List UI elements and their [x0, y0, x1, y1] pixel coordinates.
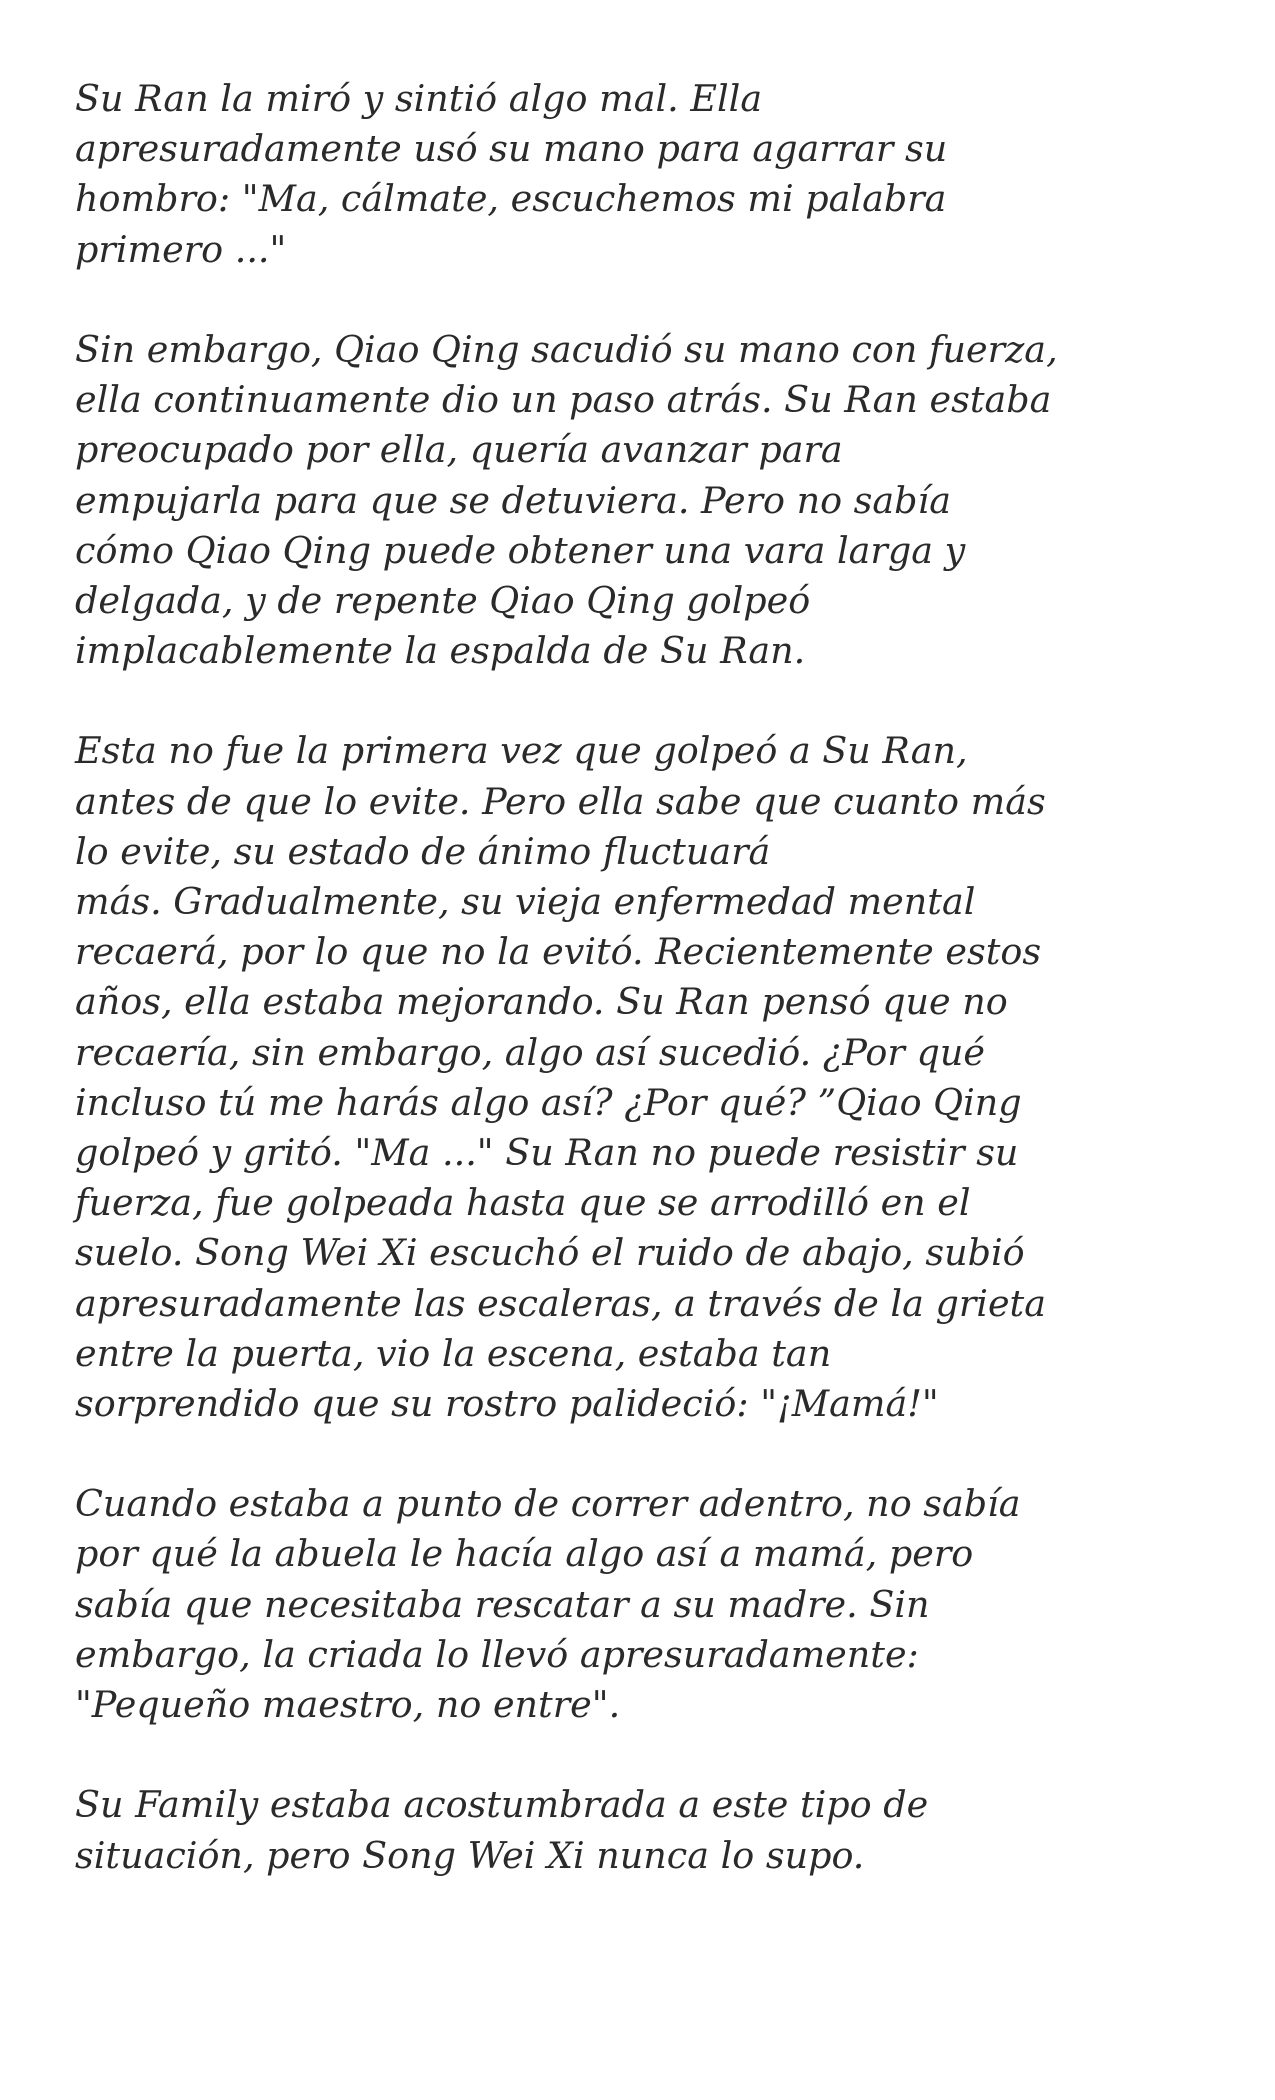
- text-line: Su Family estaba acostumbrada a este tipo de: [75, 1783, 929, 1827]
- text-line: Su Ran la miró y sintió algo mal. Ella: [75, 77, 763, 120]
- text-line: suelo. Song Wei Xi escuchó el ruido de abajo, subió: [75, 1231, 1025, 1275]
- text-line: cómo Qiao Qing puede obtener una vara larga y: [75, 528, 966, 572]
- text-line: sabía que necesitaba rescatar a su madre. Sin: [75, 1582, 930, 1626]
- text-line: hombro: "Ma, cálmate, escuchemos mi palabra: [75, 177, 947, 221]
- paragraph: [75, 325, 1225, 676]
- document-text: [75, 74, 1225, 1881]
- text-line: incluso tú me harás algo así? ¿Por qué? ”Qiao Qing: [75, 1080, 1022, 1124]
- text-line: entre la puerta, vio la escena, estaba tan: [75, 1331, 832, 1375]
- text-line: Esta no fue la primera vez que golpeó a Su Ran,: [75, 729, 968, 773]
- text-line: embargo, la criada lo llevó apresuradamente:: [75, 1632, 919, 1676]
- text-line: recaería, sin embargo, algo así sucedió. ¿Por qué: [75, 1030, 985, 1074]
- text-line: preocupado por ella, quería avanzar para: [75, 428, 843, 472]
- text-line: apresuradamente usó su mano para agarrar su: [75, 127, 948, 171]
- text-line: años, ella estaba mejorando. Su Ran pensó que no: [75, 980, 1008, 1024]
- text-line: recaerá, por lo que no la evitó. Recientemente estos: [75, 930, 1042, 974]
- text-line: lo evite, su estado de ánimo fluctuará: [75, 829, 771, 873]
- text-line: implacablemente la espalda de Su Ran.: [75, 629, 806, 673]
- text-line: golpeó y gritó. "Ma ..." Su Ran no puede resistir su: [75, 1130, 1019, 1174]
- text-line: Sin embargo, Qiao Qing sacudió su mano con fuerza,: [75, 327, 1058, 371]
- text-line: "Pequeño maestro, no entre".: [75, 1683, 621, 1726]
- paragraph: [75, 726, 1225, 1429]
- text-line: antes de que lo evite. Pero ella sabe que cuanto más: [75, 779, 1046, 823]
- text-line: empujarla para que se detuviera. Pero no sabía: [75, 478, 951, 522]
- text-line: primero ...": [75, 227, 287, 271]
- text-line: situación, pero Song Wei Xi nunca lo supo.: [75, 1833, 865, 1877]
- paragraph-gap: [75, 275, 1225, 325]
- paragraph: [75, 1780, 1225, 1880]
- text-line: delgada, y de repente Qiao Qing golpeó: [75, 578, 811, 622]
- text-line: Cuando estaba a punto de correr adentro, no sabía: [75, 1482, 1021, 1526]
- paragraph: [75, 74, 1225, 275]
- paragraph-gap: [75, 1730, 1225, 1780]
- text-line: sorprendido que su rostro palideció: "¡Mamá!": [75, 1381, 939, 1425]
- text-line: fuerza, fue golpeada hasta que se arrodilló en el: [75, 1181, 971, 1225]
- text-line: ella continuamente dio un paso atrás. Su Ran estaba: [75, 378, 1052, 422]
- paragraph-gap: [75, 1429, 1225, 1479]
- text-line: por qué la abuela le hacía algo así a mamá, pero: [75, 1532, 974, 1576]
- paragraph: [75, 1479, 1225, 1730]
- paragraph-gap: [75, 676, 1225, 726]
- text-line: más. Gradualmente, su vieja enfermedad mental: [75, 880, 976, 923]
- text-line: apresuradamente las escaleras, a través de la grieta: [75, 1281, 1046, 1325]
